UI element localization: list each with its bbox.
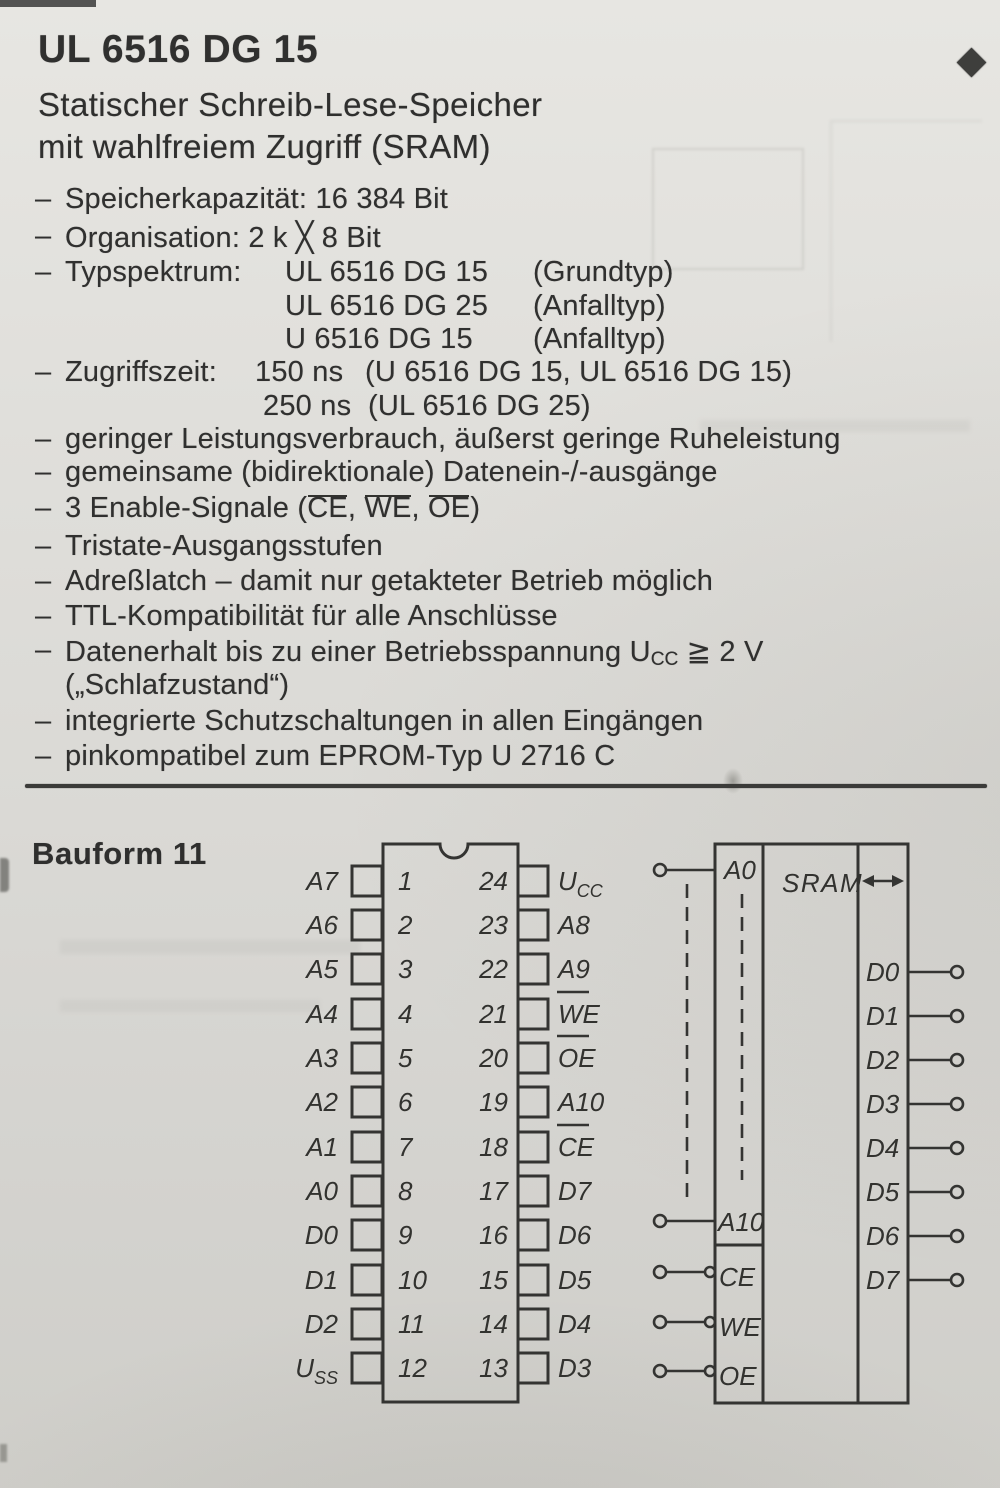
feature-text <box>285 256 488 289</box>
feature-text <box>65 183 448 216</box>
pin-number-5: 5 <box>398 1043 413 1073</box>
scan-artifact <box>0 0 96 7</box>
pin-label-A6: A6 <box>306 910 338 940</box>
feature-text <box>65 634 764 671</box>
pin-number-17: 17 <box>479 1176 508 1206</box>
page-title: UL 6516 DG 15 <box>38 28 319 71</box>
feature-line <box>0 183 1000 217</box>
pin-label-D0: D0 <box>304 1220 338 1250</box>
block-label-d1: D1 <box>866 1001 900 1031</box>
bullet-dash: – <box>35 492 52 524</box>
ce-terminal <box>654 1266 666 1278</box>
pin-label-A1: A1 <box>306 1132 338 1162</box>
feature-line <box>0 323 1000 357</box>
pin-number-13: 13 <box>479 1353 508 1383</box>
pin-box-11 <box>352 1309 382 1339</box>
pin-label-D6: D6 <box>558 1220 592 1250</box>
pin-number-2: 2 <box>398 910 413 940</box>
feature-text <box>65 256 241 289</box>
bullet-dash: – <box>35 600 52 632</box>
bullet-dash: – <box>35 565 52 597</box>
pin-number-4: 4 <box>398 999 413 1029</box>
pin-box-2 <box>352 910 382 940</box>
text-run: Typspektrum: <box>65 256 242 288</box>
pin-label-A8: A8 <box>558 910 590 940</box>
text-run: (Grundtyp) <box>533 256 674 288</box>
pinout-and-block-diagram <box>0 800 1000 1488</box>
pin-label-A10: A10 <box>558 1087 605 1117</box>
pin-label-A7: A7 <box>306 866 338 896</box>
feature-line <box>0 492 1000 526</box>
pin-label-A5: A5 <box>306 954 338 984</box>
block-label-d7: D7 <box>866 1265 900 1295</box>
d5-terminal <box>951 1186 963 1198</box>
oe-terminal <box>654 1365 666 1377</box>
pin-number-24: 24 <box>479 866 508 896</box>
feature-line <box>0 220 1000 254</box>
feature-line <box>0 705 1000 739</box>
pin-number-12: 12 <box>398 1353 427 1383</box>
pin-number-16: 16 <box>479 1220 508 1250</box>
feature-text <box>65 423 841 456</box>
block-label-d6: D6 <box>866 1221 900 1251</box>
feature-line <box>0 565 1000 599</box>
feature-text <box>65 492 480 525</box>
feature-text <box>285 323 473 356</box>
d3-terminal <box>951 1098 963 1110</box>
page-subtitle-line2: mit wahlfreiem Zugriff (SRAM) <box>38 128 491 165</box>
pin-number-11: 11 <box>398 1309 425 1339</box>
pin-label-WE: WE <box>558 999 600 1029</box>
pin-box-8 <box>352 1176 382 1206</box>
feature-text <box>533 323 666 356</box>
bidirectional-arrow-icon <box>862 875 904 887</box>
pin-box-4 <box>352 999 382 1029</box>
pin-label-D4: D4 <box>558 1309 592 1339</box>
feature-line <box>0 356 1000 390</box>
pin-number-21: 21 <box>479 999 508 1029</box>
bullet-dash: – <box>35 740 52 772</box>
bullet-dash: – <box>35 456 52 488</box>
pin-box-10 <box>352 1265 382 1295</box>
text-run: Speicherkapazität: 16 384 Bit <box>65 183 449 215</box>
feature-line <box>0 256 1000 290</box>
corner-diamond-mark <box>957 48 987 78</box>
pin-box-15 <box>518 1265 548 1295</box>
feature-text <box>365 356 792 389</box>
d4-terminal <box>951 1142 963 1154</box>
text-run: gemeinsame (bidirektionale) Datenein-/-ausgänge <box>65 456 718 488</box>
pin-number-8: 8 <box>398 1176 413 1206</box>
text-run: (Anfalltyp) <box>533 323 666 355</box>
block-label-we: WE <box>719 1312 761 1342</box>
text-run: ≧ 2 V <box>678 636 764 668</box>
block-label-d5: D5 <box>866 1177 900 1207</box>
pin-number-22: 22 <box>479 954 508 984</box>
text-run: Tristate-Ausgangsstufen <box>65 530 383 562</box>
feature-line <box>0 456 1000 490</box>
pin-number-1: 1 <box>398 866 413 896</box>
pin-box-1 <box>352 866 382 896</box>
pin-label-A0: A0 <box>306 1176 338 1206</box>
feature-text <box>263 390 351 423</box>
feature-text <box>533 256 674 289</box>
text-run: (Anfalltyp) <box>533 290 666 322</box>
text-run: Adreßlatch – damit nur getakteter Betrieb möglich <box>65 565 714 597</box>
feature-text <box>65 530 383 563</box>
block-label-a0: A0 <box>724 855 756 885</box>
pin-label-A3: A3 <box>306 1043 338 1073</box>
text-run: UL 6516 DG 15 <box>285 256 489 288</box>
pin-label-USS: $U_{SS}$ <box>295 1353 338 1388</box>
text-run: pinkompatibel zum EPROM-Typ U 2716 C <box>65 740 616 772</box>
block-label-d0: D0 <box>866 957 900 987</box>
bullet-dash: – <box>35 634 52 666</box>
d0-terminal <box>951 966 963 978</box>
pin-box-7 <box>352 1132 382 1162</box>
pin-label-UCC: $U_{CC}$ <box>558 866 603 901</box>
pin-box-22 <box>518 954 548 984</box>
pin-label-D7: D7 <box>558 1176 592 1206</box>
overlined-signal: OE <box>428 492 471 524</box>
pin-box-20 <box>518 1043 548 1073</box>
pin-box-9 <box>352 1220 382 1250</box>
pin-label-A4: A4 <box>306 999 338 1029</box>
we-terminal <box>654 1316 666 1328</box>
text-run: CC <box>650 649 679 671</box>
d2-terminal <box>951 1054 963 1066</box>
pin-number-10: 10 <box>398 1265 427 1295</box>
pin-number-19: 19 <box>479 1087 508 1117</box>
bullet-dash: – <box>35 256 52 288</box>
pin-number-3: 3 <box>398 954 413 984</box>
overlined-signal: WE <box>364 492 412 524</box>
text-run: ) <box>470 492 481 524</box>
pin-label-D5: D5 <box>558 1265 592 1295</box>
feature-text <box>65 456 718 489</box>
text-run: TTL-Kompatibilität für alle Anschlüsse <box>65 600 558 632</box>
bullet-dash: – <box>35 423 52 455</box>
pin-label-A9: A9 <box>558 954 590 984</box>
pin-box-14 <box>518 1309 548 1339</box>
pin-box-24 <box>518 866 548 896</box>
pin-number-18: 18 <box>479 1132 508 1162</box>
feature-line <box>0 390 1000 424</box>
text-run: geringer Leistungsverbrauch, äußerst geringe Ruheleistung <box>65 423 841 455</box>
horizontal-rule <box>25 784 987 788</box>
text-run: Zugriffszeit: <box>65 356 217 388</box>
text-run: , <box>347 492 365 524</box>
pin-box-13 <box>518 1353 548 1383</box>
text-run: UL 6516 DG 25 <box>285 290 489 322</box>
feature-text <box>285 290 488 323</box>
a10-terminal <box>654 1215 666 1227</box>
pin-box-16 <box>518 1220 548 1250</box>
block-label-d4: D4 <box>866 1133 900 1163</box>
page-subtitle-line1: Statischer Schreib-Lese-Speicher <box>38 86 543 123</box>
block-label-oe: OE <box>719 1361 757 1391</box>
feature-text <box>368 390 591 423</box>
block-label-d2: D2 <box>866 1045 900 1075</box>
feature-line <box>0 634 1000 671</box>
block-label-ce: CE <box>719 1262 756 1292</box>
text-run: 150 ns <box>255 356 344 388</box>
pin-label-D1: D1 <box>304 1265 338 1295</box>
pin-number-6: 6 <box>398 1087 413 1117</box>
pin-box-19 <box>518 1087 548 1117</box>
text-run: 3 Enable-Signale ( <box>65 492 308 524</box>
feature-text <box>65 565 713 598</box>
bullet-dash: – <box>35 356 52 388</box>
pin-number-23: 23 <box>479 910 508 940</box>
pin-label-A2: A2 <box>306 1087 338 1117</box>
feature-text <box>255 356 343 389</box>
text-run: (U 6516 DG 15, UL 6516 DG 15) <box>365 356 793 388</box>
feature-line <box>0 290 1000 324</box>
bullet-dash: – <box>35 530 52 562</box>
pin-label-D2: D2 <box>304 1309 338 1339</box>
pin-number-7: 7 <box>398 1132 413 1162</box>
feature-line <box>0 530 1000 564</box>
pin-label-D3: D3 <box>558 1353 592 1383</box>
feature-text <box>65 740 615 773</box>
d6-terminal <box>951 1230 963 1242</box>
pin-number-9: 9 <box>398 1220 413 1250</box>
feature-text <box>65 669 289 702</box>
feature-text <box>65 220 381 255</box>
pin-box-3 <box>352 954 382 984</box>
overlined-signal: CE <box>307 492 348 524</box>
pin-box-21 <box>518 999 548 1029</box>
text-run: Organisation: 2 k ╳ 8 Bit <box>65 222 381 254</box>
feature-text <box>65 705 703 738</box>
feature-line <box>0 423 1000 457</box>
pin-label-OE: OE <box>558 1043 596 1073</box>
feature-text <box>65 356 217 389</box>
a0-terminal <box>654 864 666 876</box>
d7-terminal <box>951 1274 963 1286</box>
pin-box-18 <box>518 1132 548 1162</box>
pin-box-12 <box>352 1353 382 1383</box>
section-label: Bauform 11 <box>32 836 207 871</box>
feature-line <box>0 669 1000 703</box>
text-run: , <box>411 492 429 524</box>
text-run: U 6516 DG 15 <box>285 323 473 355</box>
pin-box-5 <box>352 1043 382 1073</box>
text-run: 250 ns <box>263 390 352 422</box>
feature-line <box>0 740 1000 774</box>
pin-number-15: 15 <box>479 1265 508 1295</box>
feature-text <box>65 600 558 633</box>
bullet-dash: – <box>35 183 52 215</box>
pin-box-6 <box>352 1087 382 1117</box>
pin-box-17 <box>518 1176 548 1206</box>
pin-box-23 <box>518 910 548 940</box>
block-label-a10: A10 <box>718 1207 765 1237</box>
block-label-sram: SRAM <box>782 868 864 898</box>
pin-number-14: 14 <box>479 1309 508 1339</box>
text-run: (UL 6516 DG 25) <box>368 390 591 422</box>
text-run: integrierte Schutzschaltungen in allen Eingängen <box>65 705 704 737</box>
pin-number-20: 20 <box>479 1043 508 1073</box>
feature-line <box>0 600 1000 634</box>
text-run: („Schlafzustand“) <box>65 669 290 701</box>
text-run: Datenerhalt bis zu einer Betriebsspannung U <box>65 636 651 668</box>
block-label-d3: D3 <box>866 1089 900 1119</box>
bullet-dash: – <box>35 705 52 737</box>
pin-label-CE: CE <box>558 1132 595 1162</box>
d1-terminal <box>951 1010 963 1022</box>
feature-text <box>533 290 666 323</box>
bullet-dash: – <box>35 220 52 252</box>
